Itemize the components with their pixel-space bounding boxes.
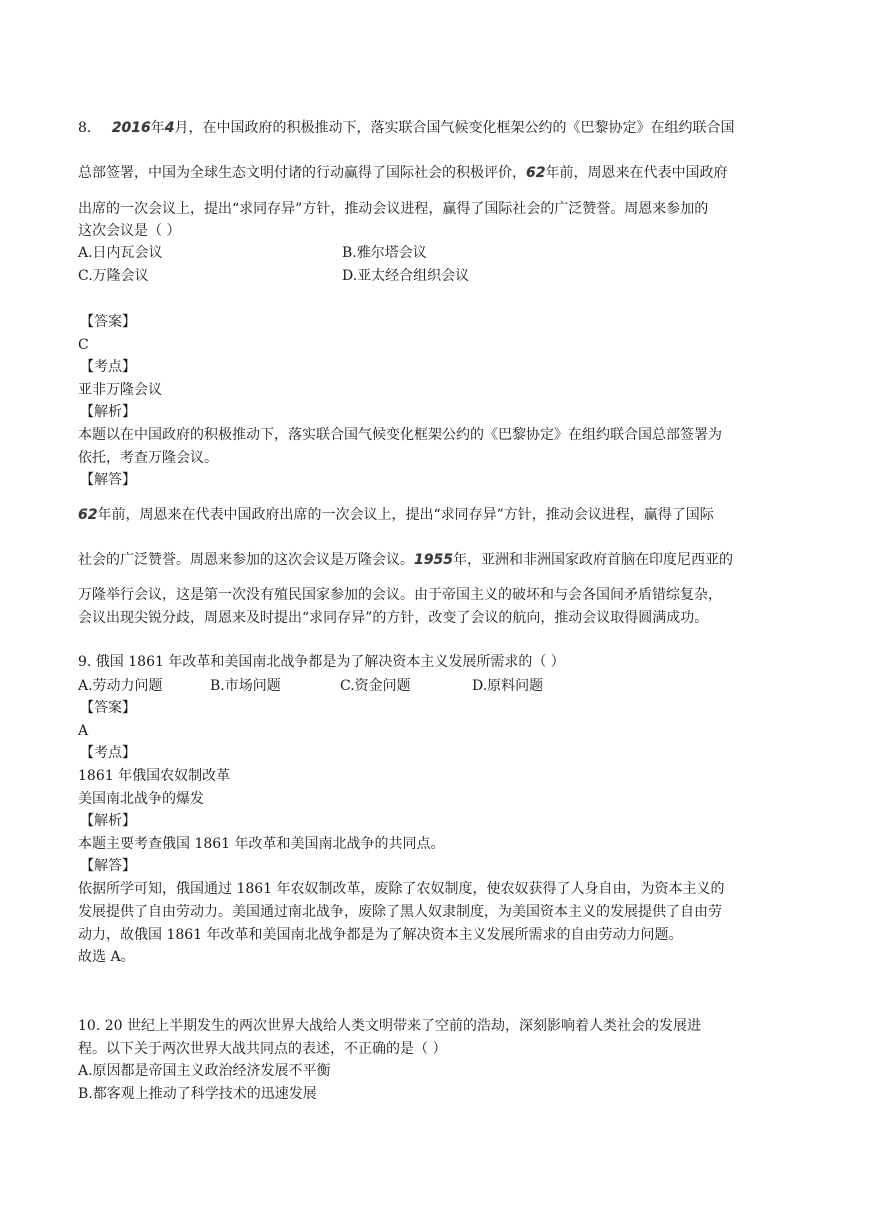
q8-month: 4 [164,120,175,136]
q8-stem-line-4: 这次会议是（ ） [78,223,181,239]
q8-analysis-label: 【解析】 [80,404,136,420]
q9-point-2: 美国南北战争的爆发 [78,791,204,807]
q8-options-row-1 [78,244,578,262]
q8-point-label: 【考点】 [80,359,136,375]
q10-stem-line-1: 10. 20 世纪上半期发生的两次世界大战给人类文明带来了空前的浩劫，深刻影响着人类社会的发展进 [78,1018,701,1034]
q8-analysis-line-1: 本题以在中国政府的积极推动下，落实联合国气候变化框架公约的《巴黎协定》在组约联合国总部签署为 [78,427,722,443]
q9-analysis: 本题主要考查俄国 1861 年改革和美国南北战争的共同点。 [78,836,445,852]
q8-stem-text-2a: 总部签署，中国为全球生态文明付诸的行动赢得了国际社会的积极评价， [78,165,526,181]
q9-answer: A [78,723,89,739]
q8-solution-line-4: 会议出现尖锐分歧，周恩来及时提出“求同存异”的方针，改变了会议的航向，推动会议取得圆满成功。 [78,610,709,626]
q9-solution-line-1: 依据所学可知，俄国通过 1861 年农奴制改革，废除了农奴制度，使农奴获得了人身自由，为资本主义的 [78,881,725,897]
q8-solution-text-2b: 年，亚洲和非洲国家政府首脑在印度尼西亚的 [452,552,733,568]
q9-solution-line-4: 故选 A。 [78,949,135,965]
q8-option-b: B.雅尔塔会议 [342,245,427,261]
q8-stem-text-2b: 年前，周恩来在代表中国政府 [545,165,728,181]
q8-point: 亚非万隆会议 [78,382,162,398]
q9-point-label: 【考点】 [80,745,136,761]
q9-solution-label: 【解答】 [80,858,136,874]
q10-option-b: B.都客观上推动了科学技术的迅速发展 [78,1086,317,1102]
q8-answer-label: 【答案】 [80,314,136,330]
q10-stem-line-2: 程。以下关于两次世界大战共同点的表述，不正确的是（ ） [78,1041,447,1057]
q8-year: 2016 [111,120,151,136]
q9-option-c: C.资金问题 [340,678,411,694]
q8-solution-line-3: 万隆举行会议，这是第一次没有殖民国家参加的会议。由于帝国主义的破坏和与会各国间矛盾错综复杂， [78,587,722,603]
q8-year-suffix: 年 [150,120,165,136]
q9-stem: 9. 俄国 1861 年改革和美国南北战争都是为了解决资本主义发展所需求的（ ） [78,654,565,670]
q8-option-a: A.日内瓦会议 [78,245,163,261]
q8-answer: C [78,337,89,353]
q8-stem-line-3: 出席的一次会议上，提出“求同存异”方针，推动会议进程，赢得了国际社会的广泛赞誉。周恩来参加的 [78,201,709,217]
q8-stem-line-1 [78,119,735,137]
q9-answer-label: 【答案】 [80,700,136,716]
q9-solution-line-2: 发展提供了自由劳动力。美国通过南北战争，废除了黑人奴隶制度，为美国资本主义的发展提供了自由劳 [78,904,722,920]
q8-analysis-line-2: 依托，考查万隆会议。 [78,450,218,466]
q8-solution-text-2a: 社会的广泛赞誉。周恩来参加的这次会议是万隆会议。 [78,552,414,568]
q9-option-b: B.市场问题 [210,678,281,694]
q9-solution-line-3: 动力，故俄国 1861 年改革和美国南北战争都是为了解决资本主义发展所需求的自由劳动力问题。 [78,927,683,943]
q8-years-ago: 62 [526,165,546,181]
q9-point-1: 1861 年俄国农奴制改革 [78,768,231,784]
q8-solution-line-2 [78,551,733,569]
q8-solution-line-1 [78,506,714,524]
q8-solution-years-ago: 62 [78,507,98,523]
q9-analysis-label: 【解析】 [80,813,136,829]
q8-number: 8. [78,120,92,136]
q8-solution-label: 【解答】 [80,472,136,488]
q8-stem-text-1: 月，在中国政府的积极推动下，落实联合国气候变化框架公约的《巴黎协定》在组约联合国 [174,120,735,136]
q10-option-a: A.原因都是帝国主义政治经济发展不平衡 [78,1063,331,1079]
q8-solution-year: 1955 [414,552,453,568]
q8-option-d: D.亚太经合组织会议 [342,268,470,284]
q8-options-row-2 [78,267,578,285]
q9-option-a: A.劳动力问题 [78,678,163,694]
q8-solution-text-1: 年前，周恩来在代表中国政府出席的一次会议上，提出“求同存异”方针，推动会议进程，赢得了国际 [97,507,714,523]
q8-stem-line-2 [78,164,727,182]
q9-option-d: D.原料问题 [472,678,544,694]
q8-option-c: C.万隆会议 [78,268,149,284]
